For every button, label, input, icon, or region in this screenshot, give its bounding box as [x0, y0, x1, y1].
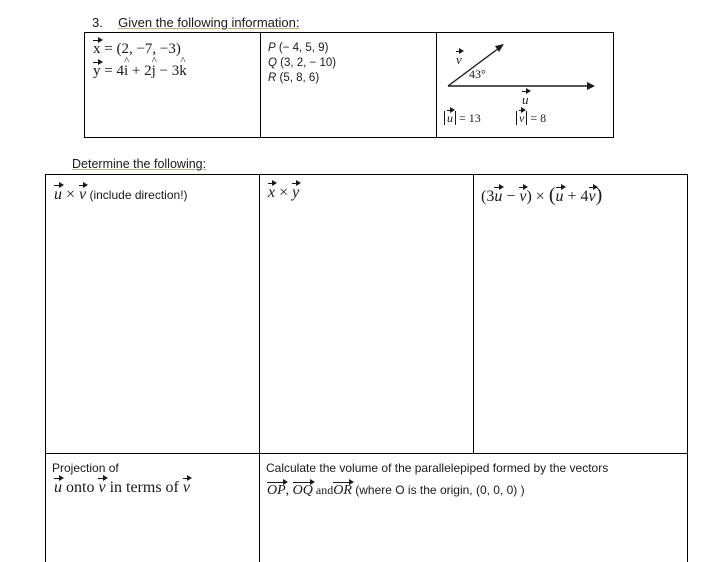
unit-j: j ^ — [152, 63, 156, 80]
grid-middle-border — [45, 453, 688, 454]
point-p-coords: (− 4, 5, 9) — [278, 42, 329, 54]
cell5-rest: (where O is the origin, (0, 0, 0) ) — [351, 483, 525, 497]
cell1-times: × — [62, 186, 80, 203]
diagram-u-symbol: u — [522, 92, 529, 107]
magnitude-v-bars — [516, 111, 527, 125]
point-r-name: R — [268, 72, 277, 84]
magnitude-u-value: = 13 — [459, 111, 481, 125]
cell3-open: (3 — [481, 188, 495, 205]
info-table-bottom-border — [84, 137, 614, 138]
cell-cross-product-expression — [481, 184, 602, 207]
grid-left-border — [45, 174, 46, 562]
grid-top-border — [45, 174, 688, 175]
magnitude-u — [444, 111, 481, 126]
cell2-x: x — [268, 184, 276, 201]
diagram-u-label — [522, 92, 529, 108]
vector-x-definition — [93, 41, 181, 58]
determine-heading — [72, 157, 206, 171]
point-r-coords: (5, 8, 6) — [279, 72, 320, 84]
cell3-u1: u — [494, 188, 503, 205]
magnitude-v-symbol: v — [519, 111, 525, 125]
cell4-onto: onto — [62, 479, 99, 496]
vector-y-symbol: y — [93, 63, 101, 79]
points-list — [268, 41, 336, 86]
point-q — [268, 56, 336, 71]
cell3-paren-open: ( — [548, 184, 556, 206]
cell-volume-line1: Calculate the volume of the parallelepiped formed by the vectors — [266, 461, 609, 475]
vector-u-arrowhead — [587, 82, 595, 90]
vector-x-symbol: x — [93, 41, 101, 57]
cell2-y: y — [292, 184, 300, 201]
diagram-angle-label: 43° — [469, 67, 486, 81]
cell3-plus: + 4 — [563, 188, 589, 205]
magnitude-u-bars — [444, 111, 456, 125]
cell5-and: and — [312, 483, 334, 497]
point-r — [268, 71, 336, 86]
vector-y-eq: = 4 — [104, 63, 124, 79]
cell3-v2: v — [588, 188, 596, 205]
point-q-name: Q — [268, 57, 277, 69]
cell3-minus: − — [502, 188, 520, 205]
cell-projection-label: Projection of — [52, 461, 119, 475]
cell-projection-expression — [54, 479, 190, 497]
cell-volume-line2 — [267, 481, 525, 499]
info-table-right-border — [613, 32, 614, 138]
diagram-v-symbol: v — [456, 52, 462, 67]
point-q-coords: (3, 2, − 10) — [280, 57, 337, 69]
cell4-v1: v — [98, 479, 106, 496]
cell1-note: (include direction!) — [86, 188, 188, 202]
grid-divider-1 — [259, 174, 260, 562]
cell4-interms: in terms of — [105, 479, 183, 496]
point-p — [268, 41, 336, 56]
cell3-close1: ) × — [526, 188, 549, 205]
info-table-left-border — [84, 32, 85, 138]
magnitude-u-symbol: u — [447, 111, 453, 125]
cell3-v1: v — [519, 188, 527, 205]
determine-heading-text: Determine the following: — [72, 157, 207, 171]
magnitude-v-value: = 8 — [530, 111, 547, 125]
question-title: Given the following information: — [118, 15, 300, 30]
unit-i: i ^ — [124, 63, 128, 80]
vector-y-definition — [93, 63, 187, 80]
question-header — [92, 15, 299, 30]
cell5-oq: OQ — [292, 483, 313, 498]
vector-y-plus: + 2 — [128, 63, 152, 79]
grid-divider-2 — [473, 174, 474, 454]
cell3-u2: u — [555, 188, 564, 205]
point-p-name: P — [268, 42, 276, 54]
question-number: 3. — [92, 15, 103, 30]
cell1-v: v — [79, 186, 87, 203]
cell3-paren-close: ) — [595, 184, 603, 206]
vector-x-value: = (2, −7, −3) — [104, 41, 181, 57]
cell4-u: u — [54, 479, 62, 496]
cell2-times: × — [275, 184, 293, 201]
cell4-v2: v — [182, 479, 190, 496]
cell1-u: u — [54, 186, 62, 203]
cell-cross-product-uv — [54, 186, 188, 204]
vector-y-minus: − 3 — [155, 63, 180, 79]
cell5-comma: , — [285, 483, 290, 498]
grid-right-border — [687, 174, 688, 562]
unit-k: k ^ — [179, 63, 187, 80]
cell5-or: OR — [333, 483, 352, 498]
cell5-op: OP — [267, 483, 286, 498]
info-table-divider-1 — [260, 32, 261, 138]
cell-cross-product-xy — [268, 184, 299, 202]
diagram-v-label — [456, 52, 462, 68]
magnitude-v — [516, 111, 546, 126]
